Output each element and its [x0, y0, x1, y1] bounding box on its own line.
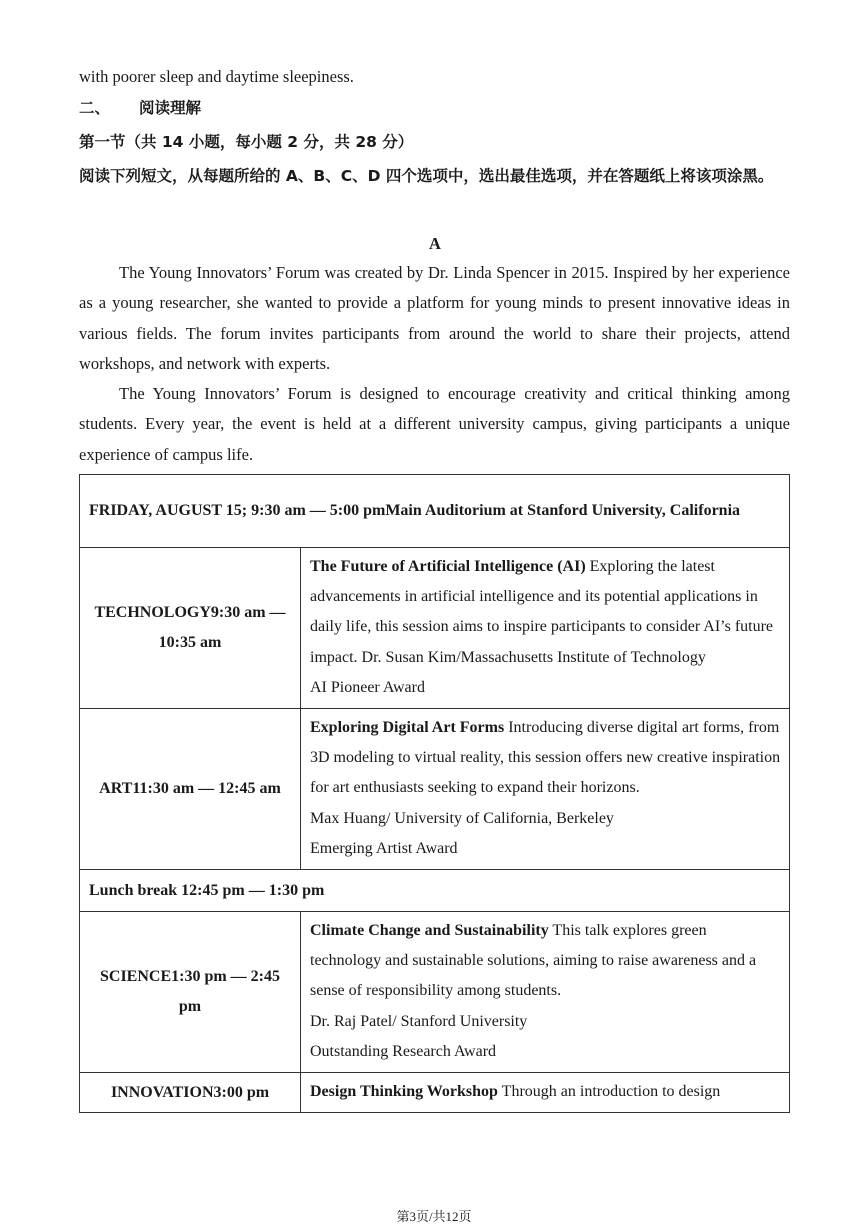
session-label: SCIENCE1:30 pm — 2:45 pm — [80, 912, 301, 1073]
instructions-content: 阅读下列短文，从每题所给的 A、B、C、D 四个选项中，选出最佳选项，并在答题纸上将该项涂黑。 — [79, 167, 774, 185]
lunch-break: Lunch break 12:45 pm — 1:30 pm — [80, 870, 790, 912]
subsection-heading: 第一节（共 14 小题，每小题 2 分，共 28 分） — [79, 133, 414, 151]
session-details — [301, 1073, 790, 1113]
passage-body — [79, 258, 790, 470]
session-award: AI Pioneer Award — [310, 678, 425, 696]
session-details — [301, 709, 790, 870]
session-row-science — [80, 912, 790, 1073]
section-number: 二、 — [79, 99, 111, 117]
session-details — [301, 548, 790, 709]
session-award: Outstanding Research Award — [310, 1042, 497, 1060]
section-heading — [79, 93, 791, 123]
session-award: Emerging Artist Award — [310, 839, 458, 857]
section-title: 阅读理解 — [139, 99, 202, 117]
schedule-header-row — [80, 475, 790, 548]
session-title: The Future of Artificial Intelligence (AI) — [310, 558, 586, 575]
session-row-art — [80, 709, 790, 870]
page-number: 第3页/共12页 — [396, 1209, 472, 1224]
passage-label: A — [429, 234, 441, 253]
session-label: TECHNOLOGY9:30 am — 10:35 am — [80, 548, 301, 709]
session-title: Design Thinking Workshop — [310, 1083, 498, 1101]
session-label: INNOVATION3:00 pm — [80, 1073, 301, 1113]
session-description: Introducing diverse digital art forms, from 3D modeling to virtual reality, this session offers new creative inspiration for art enthusiasts seeking to expand their horizons. — [310, 719, 781, 797]
session-description: Through an introduction to design — [497, 1083, 721, 1101]
schedule-table — [79, 474, 790, 1113]
session-title: Climate Change and Sustainability — [310, 922, 549, 940]
session-speaker: Max Huang/ University of California, Berkeley — [310, 809, 614, 827]
instructions-text — [79, 160, 790, 193]
paragraph-2: The Young Innovators’ Forum is designed to encourage creativity and critical thinking among students. Every year, the event is held at a different university campus, giving participants a unique experience of campus life. — [79, 384, 790, 464]
session-row-innovation — [80, 1073, 790, 1113]
session-description: Exploring the latest advancements in artificial intelligence and its potential applications in daily life, this session aims to inspire participants to consider AI’s future impact. Dr. Susan Kim/Massachusetts Institute of Technology — [310, 558, 774, 666]
lunch-row — [80, 870, 790, 912]
session-speaker: Dr. Raj Patel/ Stanford University — [310, 1012, 528, 1030]
session-row-technology — [80, 548, 790, 709]
session-title: Exploring Digital Art Forms — [310, 719, 505, 737]
paragraph-1: The Young Innovators’ Forum was created by Dr. Linda Spencer in 2015. Inspired by her experience as a young researcher, she wanted to provide a platform for young minds to present innovative ideas in various fields. The forum invites participants from around the world to share their projects, attend workshops, and network with experts. — [79, 263, 790, 373]
session-label: ART11:30 am — 12:45 am — [80, 709, 301, 870]
intro-tail-text: with poorer sleep and daytime sleepiness. — [79, 67, 354, 86]
session-details — [301, 912, 790, 1073]
schedule-header: FRIDAY, AUGUST 15; 9:30 am — 5:00 pmMain Auditorium at Stanford University, California — [80, 475, 790, 548]
session-description: This talk explores green technology and sustainable solutions, aiming to raise awareness and a sense of responsibility among students. — [310, 922, 757, 1000]
